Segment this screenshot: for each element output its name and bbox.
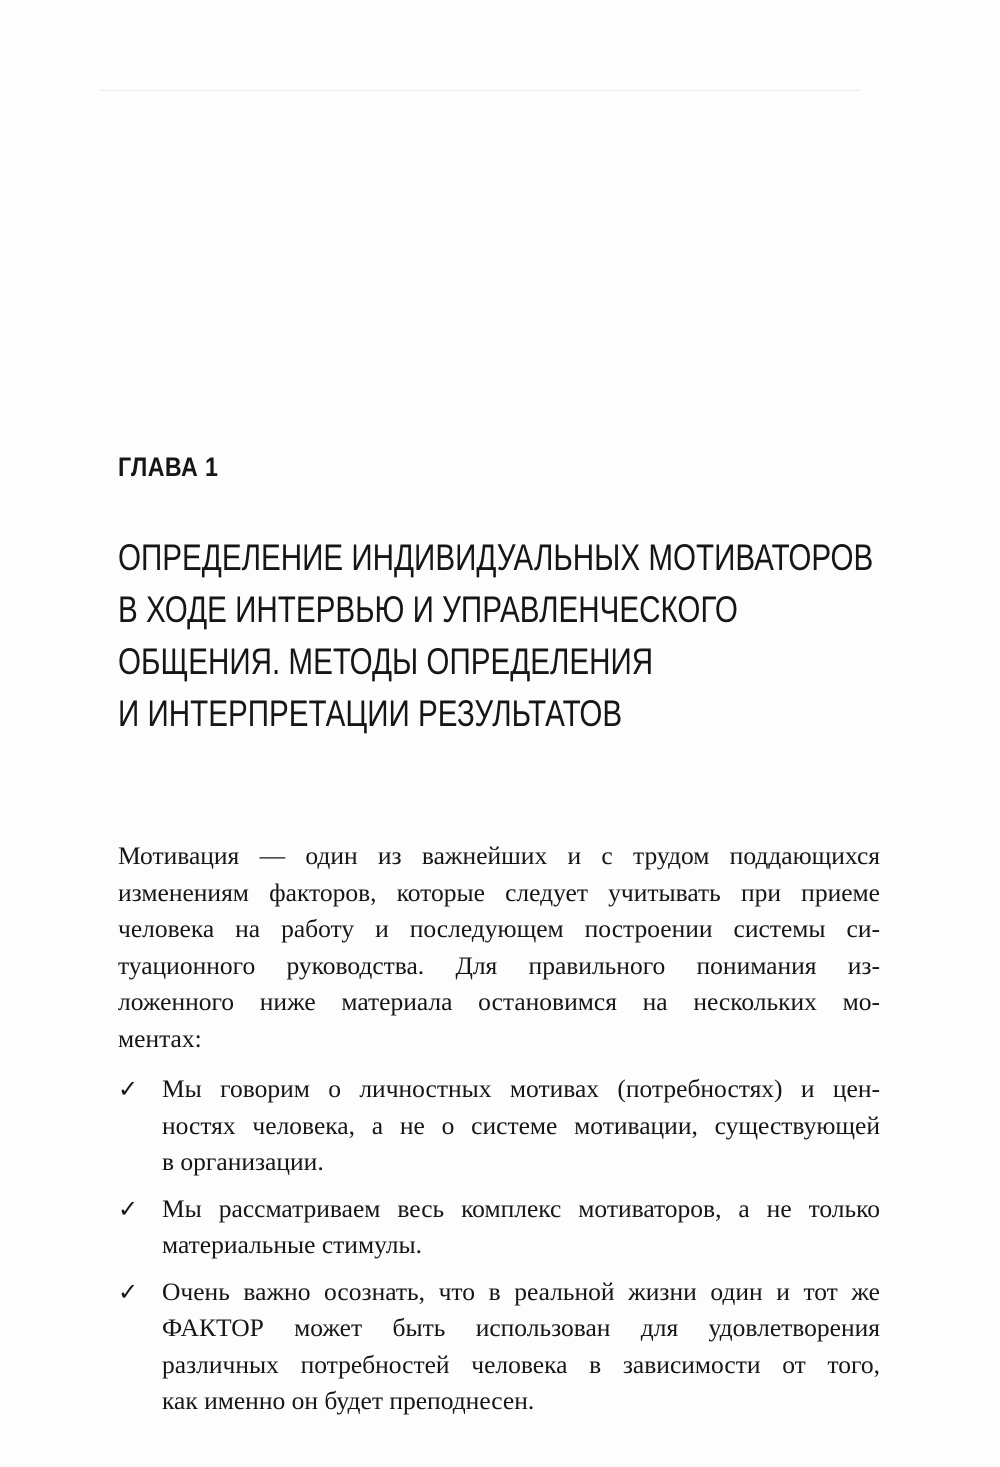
bullet-item: [118, 1274, 880, 1420]
text-line: ложенного ниже материала остановимся на нескольких мо-: [118, 987, 880, 1016]
text-line: Мотивация — один из важнейших и с трудом поддающихся: [118, 841, 880, 870]
title-line: И ИНТЕРПРЕТАЦИИ РЕЗУЛЬТАТОВ: [118, 693, 623, 734]
bullet-item: [118, 1191, 880, 1264]
check-mark-icon: ✓: [118, 1277, 139, 1306]
text-line: ментах:: [118, 1023, 202, 1053]
title-line: В ХОДЕ ИНТЕРВЬЮ И УПРАВЛЕНЧЕСКОГО: [118, 589, 738, 630]
chapter-title: [118, 532, 1000, 740]
text-line: Очень важно осознать, что в реальной жизни один и тот же: [162, 1276, 880, 1306]
title-line: ОПРЕДЕЛЕНИЕ ИНДИВИДУАЛЬНЫХ МОТИВАТОРОВ: [118, 537, 874, 578]
body-text: [118, 838, 880, 1420]
text-line: ФАКТОР может быть использован для удовлетворения: [162, 1313, 880, 1342]
text-line: ностях человека, а не о системе мотивации, существующей: [162, 1110, 880, 1140]
text-line: материальные стимулы.: [162, 1230, 422, 1259]
intro-paragraph: [118, 838, 880, 1057]
header-rule: [100, 90, 860, 91]
check-mark-icon: ✓: [118, 1075, 139, 1103]
check-mark-icon: ✓: [118, 1194, 139, 1223]
bullet-item: [118, 1071, 880, 1181]
text-line: Мы рассматриваем весь комплекс мотиваторов, а не только: [162, 1193, 880, 1223]
text-line: человека на работу и последующем построении системы си-: [118, 914, 880, 943]
text-line: в организации.: [162, 1147, 324, 1176]
text-line: различных потребностей человека в зависимости от того,: [162, 1349, 880, 1379]
text-line: туационного руководства. Для правильного понимания из-: [118, 950, 880, 980]
title-line: ОБЩЕНИЯ. МЕТОДЫ ОПРЕДЕЛЕНИЯ: [118, 641, 654, 682]
chapter-label: ГЛАВА 1: [118, 452, 219, 482]
text-line: изменениям факторов, которые следует учитывать при приеме: [118, 877, 880, 907]
text-line: как именно он будет преподнесен.: [162, 1386, 535, 1415]
text-line: Мы говорим о личностных мотивах (потребностях) и цен-: [162, 1074, 880, 1103]
